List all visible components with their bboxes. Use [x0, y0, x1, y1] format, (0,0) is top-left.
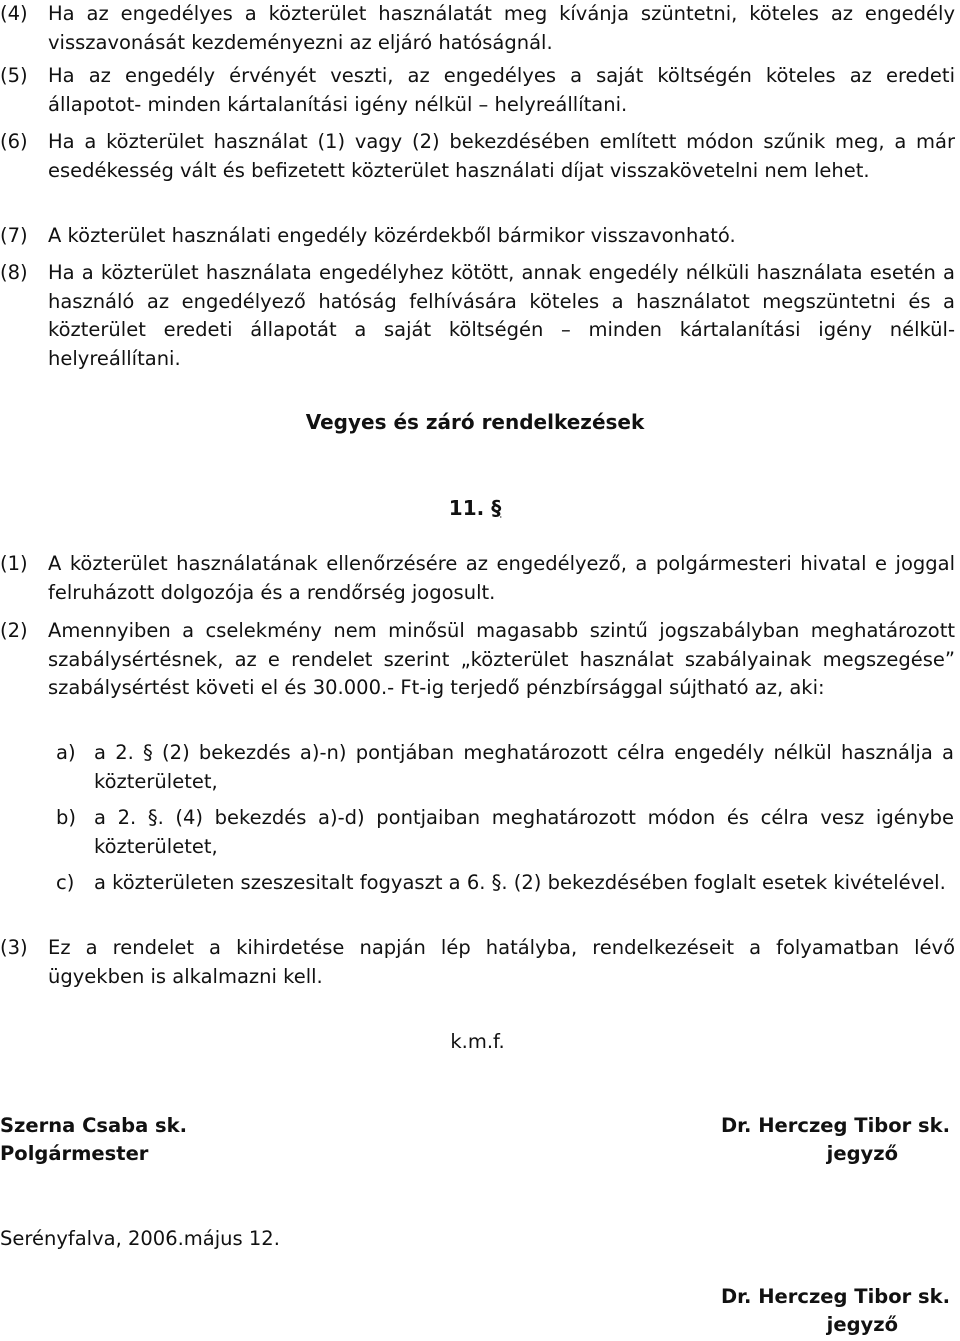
signature-right-title: jegyző: [826, 1142, 898, 1165]
paragraph-text: Ha a közterület használat (1) vagy (2) bekezdésében említett módon szűnik meg, a már esedékesség vált és befizetett közterület használati díjat visszakövetelni nem lehet.: [48, 130, 955, 182]
paragraph-7: [0, 222, 955, 251]
place-date: Serényfalva, 2006.május 12.: [0, 1227, 280, 1250]
section-heading: Vegyes és záró rendelkezések: [305, 410, 645, 434]
signature-right-name: Dr. Herczeg Tibor sk.: [721, 1114, 950, 1137]
paragraph-6: [0, 128, 955, 185]
paragraph-number: (8): [0, 261, 28, 284]
paragraph-number: (2): [0, 619, 28, 642]
paragraph-4: [0, 0, 955, 57]
sub-item-text: a 2. § (2) bekezdés a)-n) pontjában meghatározott célra engedély nélkül használja a közterületet,: [94, 741, 954, 793]
sub-item-b: [56, 804, 954, 861]
sub-item-label: c): [56, 871, 75, 894]
paragraph-2: [0, 617, 955, 703]
sub-item-label: a): [56, 741, 76, 764]
paragraph-text: A közterület használatának ellenőrzésére az engedélyező, a polgármesteri hivatal e joggal felruházott dolgozója és a rendőrség jogosult.: [48, 552, 955, 604]
paragraph-8: [0, 259, 955, 373]
sub-item-text: a közterületen szeszesitalt fogyaszt a 6. §. (2) bekezdésében foglalt esetek kivételével.: [94, 871, 946, 894]
paragraph-number: (5): [0, 64, 28, 87]
paragraph-3: [0, 934, 955, 991]
signature-left-name: Szerna Csaba sk.: [0, 1114, 188, 1137]
paragraph-text: Ha az engedélyes a közterület használatát meg kívánja szüntetni, köteles az engedély visszavonását kezdeményezni az eljáró hatóságnál.: [48, 2, 955, 54]
sub-item-label: b): [56, 806, 76, 829]
signature-left: [0, 1112, 187, 1168]
paragraph-number: (4): [0, 2, 28, 25]
paragraph-1: [0, 550, 955, 607]
section-number: [0, 496, 950, 520]
sub-item-a: [56, 739, 954, 796]
sub-item-text: a 2. §. (4) bekezdés a)-d) pontjaiban meghatározott módon és célra vesz igénybe közterületet,: [94, 806, 954, 858]
paragraph-number: (1): [0, 552, 28, 575]
paragraph-text: Ha a közterület használata engedélyhez kötött, annak engedély nélküli használata esetén a használó az engedélyező hatóság felhívására köteles a használatot megszüntetni és a közterület eredeti állapotát a saját költségén – minden kártalanítási igény nélkül- helyreállítani.: [48, 261, 955, 370]
section-sign: §: [491, 496, 502, 520]
signature-left-title: Polgármester: [0, 1142, 149, 1165]
paragraph-text: A közterület használati engedély közérdekből bármikor visszavonható.: [48, 224, 736, 247]
sub-item-c: [56, 869, 954, 898]
kmf-mark: k.m.f.: [450, 1030, 505, 1053]
paragraph-text: Ha az engedély érvényét veszti, az engedélyes a saját költségén köteles az eredeti állapotot- minden kártalanítási igény nélkül – helyreállítani.: [48, 64, 955, 116]
paragraph-text: Ez a rendelet a kihirdetése napján lép hatályba, rendelkezéseit a folyamatban lévő ügyekben is alkalmazni kell.: [48, 936, 955, 988]
paragraph-number: (3): [0, 936, 28, 959]
paragraph-5: [0, 62, 955, 119]
paragraph-number: (7): [0, 224, 28, 247]
paragraph-number: (6): [0, 130, 28, 153]
section-number-text: 11.: [448, 496, 485, 520]
signature-right: [721, 1112, 950, 1168]
bottom-signature-name: Dr. Herczeg Tibor sk.: [721, 1285, 950, 1308]
bottom-signature-title: jegyző: [826, 1313, 898, 1336]
paragraph-text: Amennyiben a cselekmény nem minősül magasabb szintű jogszabályban meghatározott szabálysértésnek, az e rendelet szerint „közterület használat szabályainak megszegése” szabálysértést követi el és 30.000.- Ft-ig terjedő pénzbírsággal sújtható az, aki:: [48, 619, 955, 699]
bottom-signature: [721, 1283, 950, 1339]
